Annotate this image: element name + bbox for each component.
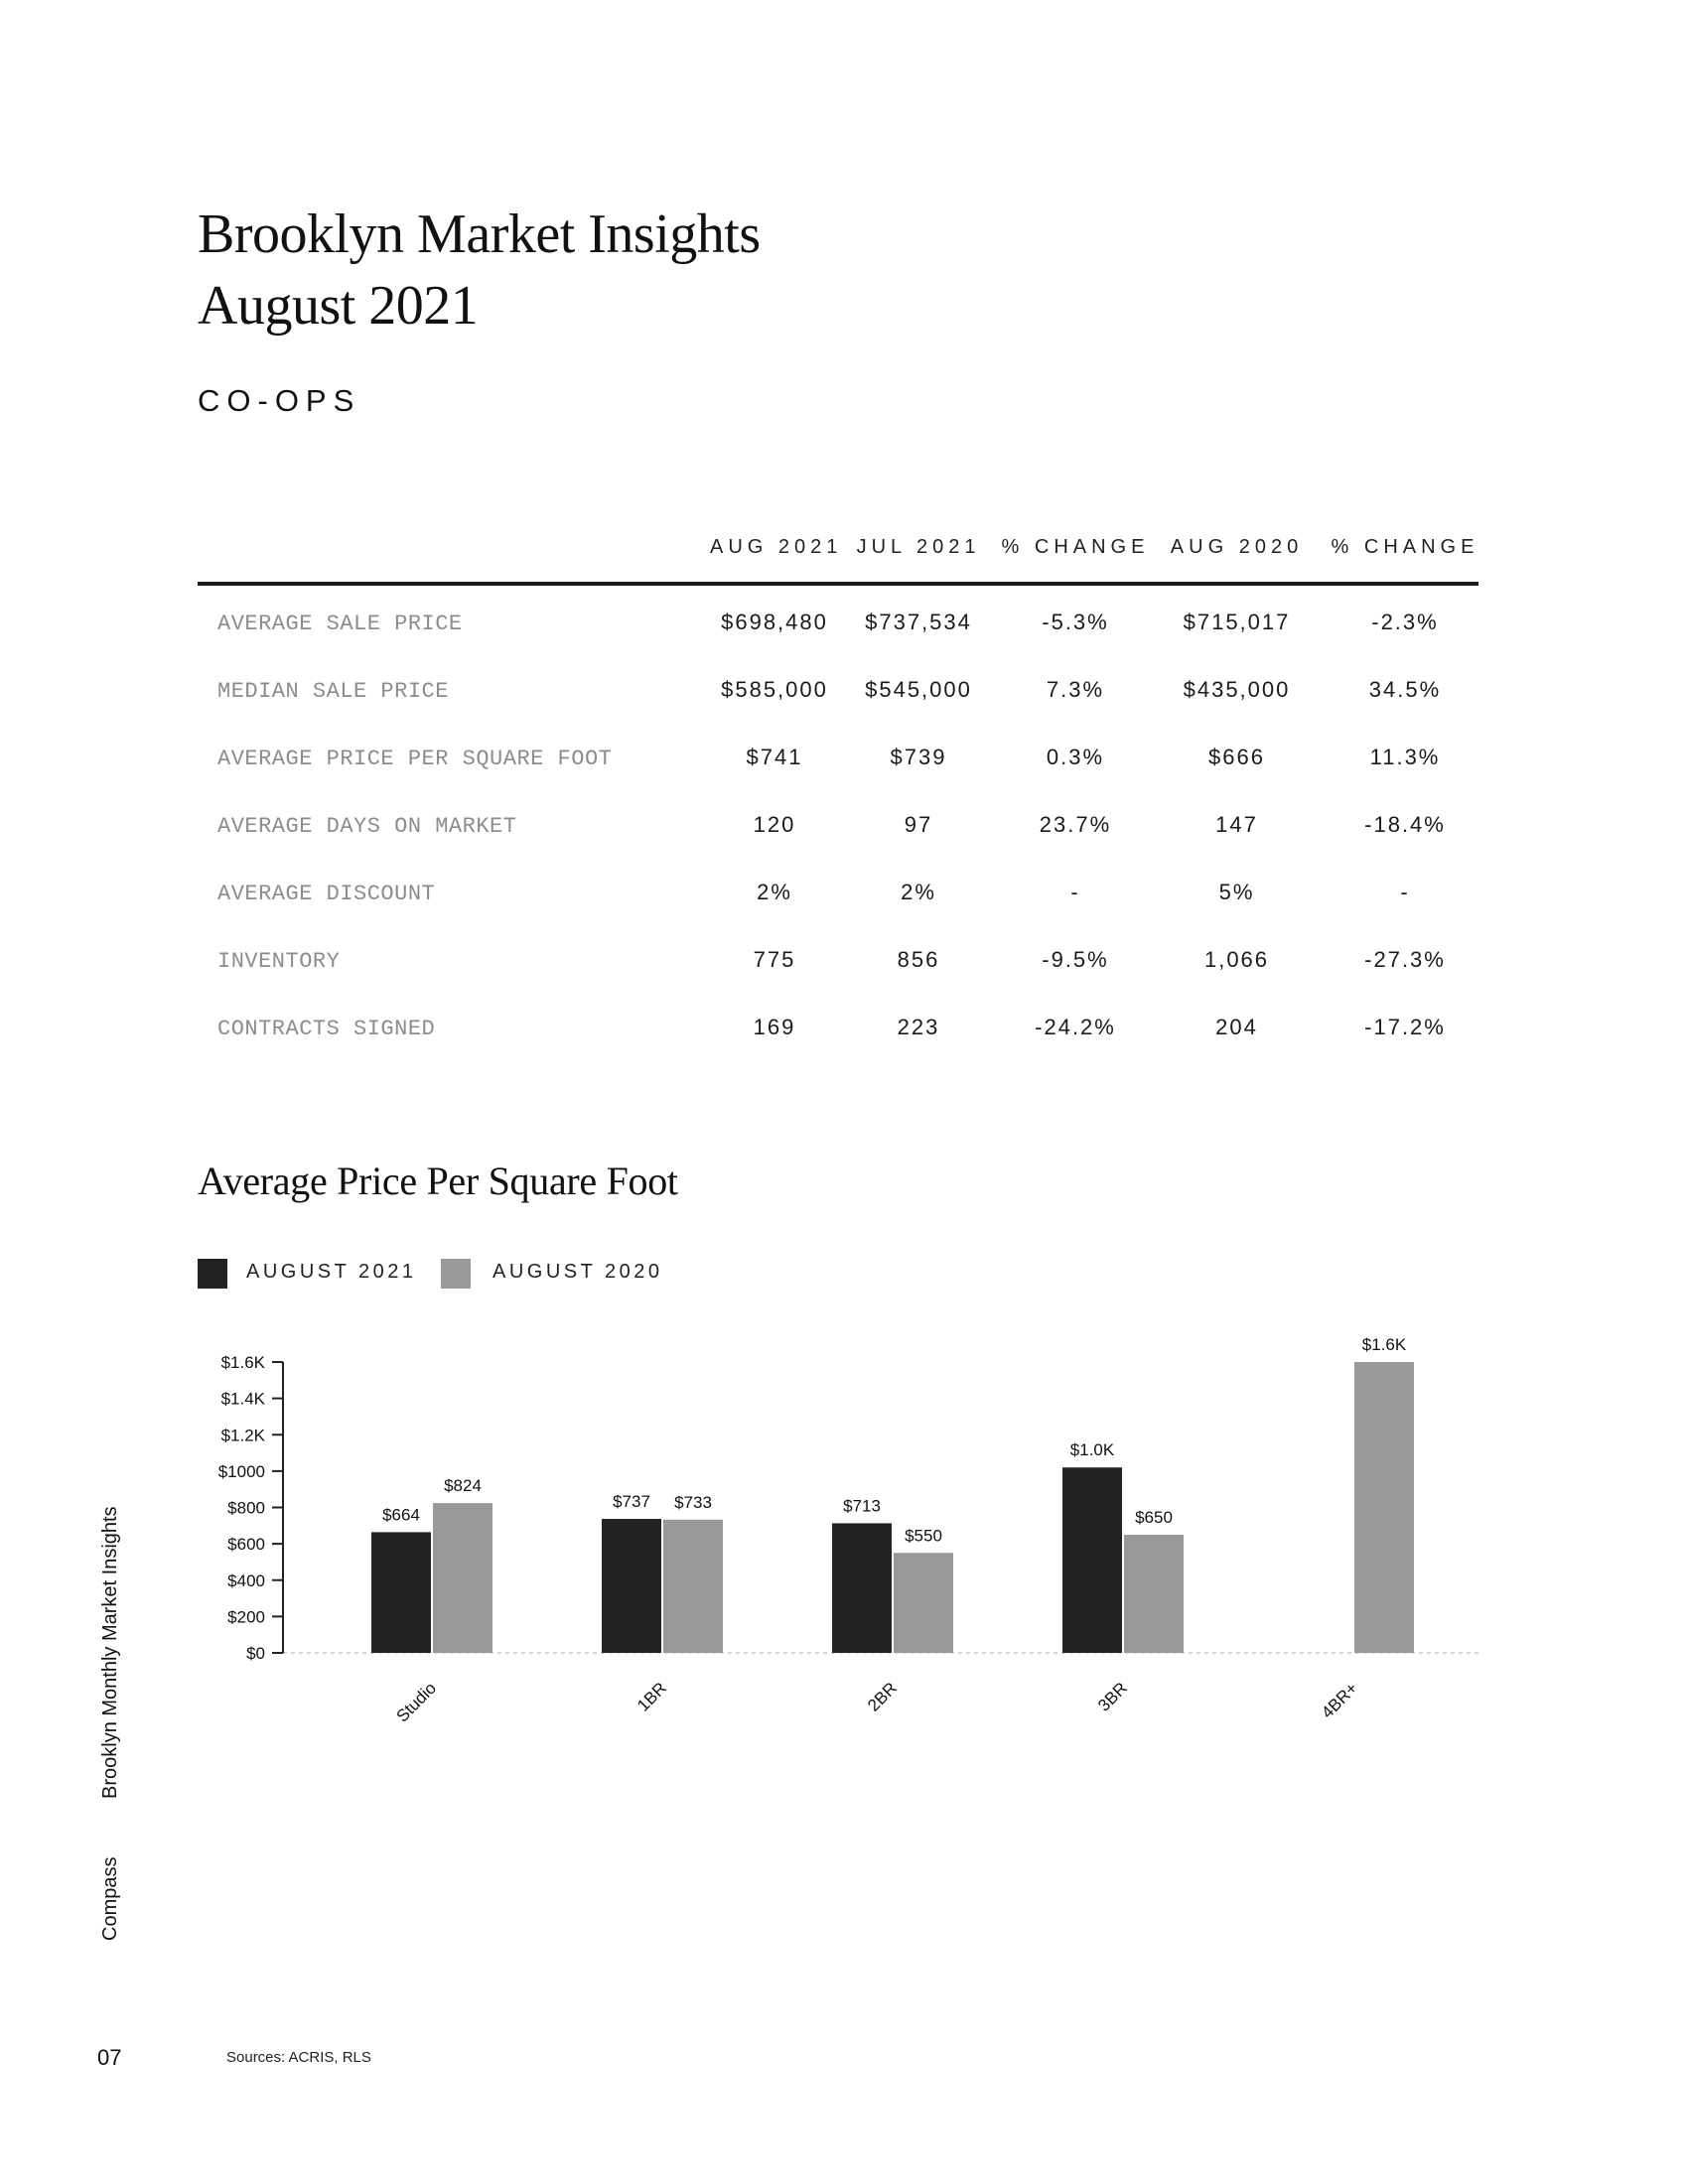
y-tick-label: $1000 [217, 1461, 265, 1481]
data-label: $664 [382, 1505, 420, 1525]
table-row [198, 943, 1478, 983]
cell-aug-2021: 169 [753, 1015, 796, 1039]
sources-note: Sources: ACRIS, RLS [226, 2049, 371, 2066]
data-label: $824 [444, 1476, 482, 1496]
cell-aug-2021: $741 [746, 745, 803, 769]
data-label: $1.0K [1069, 1440, 1115, 1460]
cell-aug-2020: 204 [1215, 1015, 1258, 1039]
bar-1br-aug-2020 [663, 1520, 723, 1653]
column-header-aug-2020: AUG 2020 [1170, 536, 1304, 558]
row-label: AVERAGE DAYS ON MARKET [217, 814, 517, 839]
data-label: $733 [674, 1492, 712, 1512]
page-title [198, 199, 761, 341]
data-label: $1.6K [1361, 1335, 1407, 1354]
row-label: CONTRACTS SIGNED [217, 1017, 436, 1041]
cell-jul-2021: 856 [897, 947, 940, 972]
cell-jul-2021: $737,534 [865, 610, 972, 634]
bar-3br-aug-2021 [1062, 1467, 1122, 1653]
y-tick-label: $1.4K [220, 1389, 265, 1409]
bar-3br-aug-2020 [1124, 1535, 1184, 1653]
row-label: INVENTORY [217, 949, 341, 974]
page-number: 07 [97, 2045, 122, 2070]
table-row [198, 673, 1478, 713]
bar-2br-aug-2021 [832, 1523, 892, 1653]
x-tick-label: 1BR [633, 1678, 670, 1715]
cell-pct-change-mom: 0.3% [1046, 745, 1105, 769]
y-tick-label: $0 [246, 1644, 265, 1663]
cell-pct-change-yoy: -2.3% [1371, 610, 1439, 634]
cell-jul-2021: $739 [890, 745, 947, 769]
y-tick-label: $800 [227, 1498, 265, 1518]
legend-swatch-aug-2020 [441, 1259, 471, 1289]
column-header-pct-change-yoy: % CHANGE [1331, 536, 1479, 558]
cell-pct-change-yoy: -17.2% [1364, 1015, 1446, 1039]
table-row [198, 876, 1478, 915]
row-label: MEDIAN SALE PRICE [217, 679, 449, 704]
row-label: AVERAGE SALE PRICE [217, 612, 463, 636]
section-label: CO-OPS [198, 383, 361, 418]
cell-aug-2020: $715,017 [1183, 610, 1291, 634]
legend-label-aug-2020: AUGUST 2020 [492, 1261, 663, 1283]
data-label: $737 [613, 1492, 650, 1512]
cell-pct-change-mom: - [1070, 880, 1080, 904]
legend-swatch-aug-2021 [198, 1259, 227, 1289]
title-line-1: Brooklyn Market Insights [198, 204, 761, 265]
data-label: $550 [905, 1526, 942, 1546]
row-label: AVERAGE PRICE PER SQUARE FOOT [217, 747, 613, 771]
table-row [198, 741, 1478, 780]
y-tick-label: $1.6K [220, 1353, 265, 1372]
sidebar-brand: Compass [99, 1856, 121, 1941]
cell-aug-2021: 2% [757, 880, 792, 904]
table-row [198, 1011, 1478, 1050]
cell-pct-change-mom: 23.7% [1039, 812, 1112, 837]
cell-jul-2021: 2% [901, 880, 936, 904]
bar-4br-aug-2020 [1354, 1362, 1414, 1653]
y-tick-label: $400 [227, 1570, 265, 1590]
bar-studio-aug-2020 [433, 1503, 492, 1653]
data-label: $713 [843, 1496, 881, 1516]
x-tick-label: Studio [392, 1678, 440, 1726]
table-header-rule [198, 582, 1478, 586]
cell-aug-2020: $666 [1208, 745, 1265, 769]
y-tick-label: $200 [227, 1607, 265, 1627]
cell-aug-2020: 5% [1218, 880, 1255, 904]
cell-aug-2021: 775 [753, 947, 796, 972]
table-row [198, 606, 1478, 645]
y-tick-label: $1.2K [220, 1426, 265, 1445]
cell-pct-change-yoy: 11.3% [1369, 745, 1441, 769]
cell-pct-change-yoy: 34.5% [1368, 677, 1442, 702]
cell-aug-2021: $698,480 [721, 610, 828, 634]
sidebar-report-name: Brooklyn Monthly Market Insights [99, 1506, 121, 1799]
cell-pct-change-mom: 7.3% [1046, 677, 1105, 702]
cell-pct-change-mom: -9.5% [1042, 947, 1109, 972]
cell-aug-2021: 120 [753, 812, 796, 837]
cell-pct-change-yoy: -18.4% [1364, 812, 1446, 837]
cell-jul-2021: $545,000 [865, 677, 972, 702]
column-header-jul-2021: JUL 2021 [856, 536, 981, 558]
bar-2br-aug-2020 [894, 1553, 953, 1653]
table-row [198, 808, 1478, 848]
bar-1br-aug-2021 [602, 1519, 661, 1653]
cell-aug-2020: 147 [1215, 812, 1258, 837]
column-header-aug-2021: AUG 2021 [710, 536, 843, 558]
cell-aug-2021: $585,000 [721, 677, 828, 702]
cell-aug-2020: 1,066 [1203, 947, 1270, 972]
cell-jul-2021: 97 [904, 812, 933, 837]
x-tick-label: 4BR+ [1318, 1678, 1361, 1722]
row-label: AVERAGE DISCOUNT [217, 882, 436, 906]
bar-studio-aug-2021 [371, 1532, 431, 1653]
x-tick-label: 3BR [1094, 1678, 1131, 1715]
title-line-2: August 2021 [198, 275, 479, 337]
x-tick-label: 2BR [864, 1678, 901, 1715]
chart-title: Average Price Per Square Foot [198, 1159, 678, 1203]
cell-aug-2020: $435,000 [1183, 677, 1291, 702]
cell-pct-change-mom: -24.2% [1035, 1015, 1116, 1039]
price-per-sqft-bar-chart [179, 1310, 1489, 1767]
cell-pct-change-yoy: - [1400, 880, 1410, 904]
cell-pct-change-yoy: -27.3% [1364, 947, 1446, 972]
y-tick-label: $600 [227, 1535, 265, 1555]
cell-pct-change-mom: -5.3% [1042, 610, 1109, 634]
legend-label-aug-2021: AUGUST 2021 [246, 1261, 417, 1283]
column-header-pct-change-mom: % CHANGE [1001, 536, 1150, 558]
cell-jul-2021: 223 [897, 1015, 940, 1039]
data-label: $650 [1135, 1507, 1173, 1527]
